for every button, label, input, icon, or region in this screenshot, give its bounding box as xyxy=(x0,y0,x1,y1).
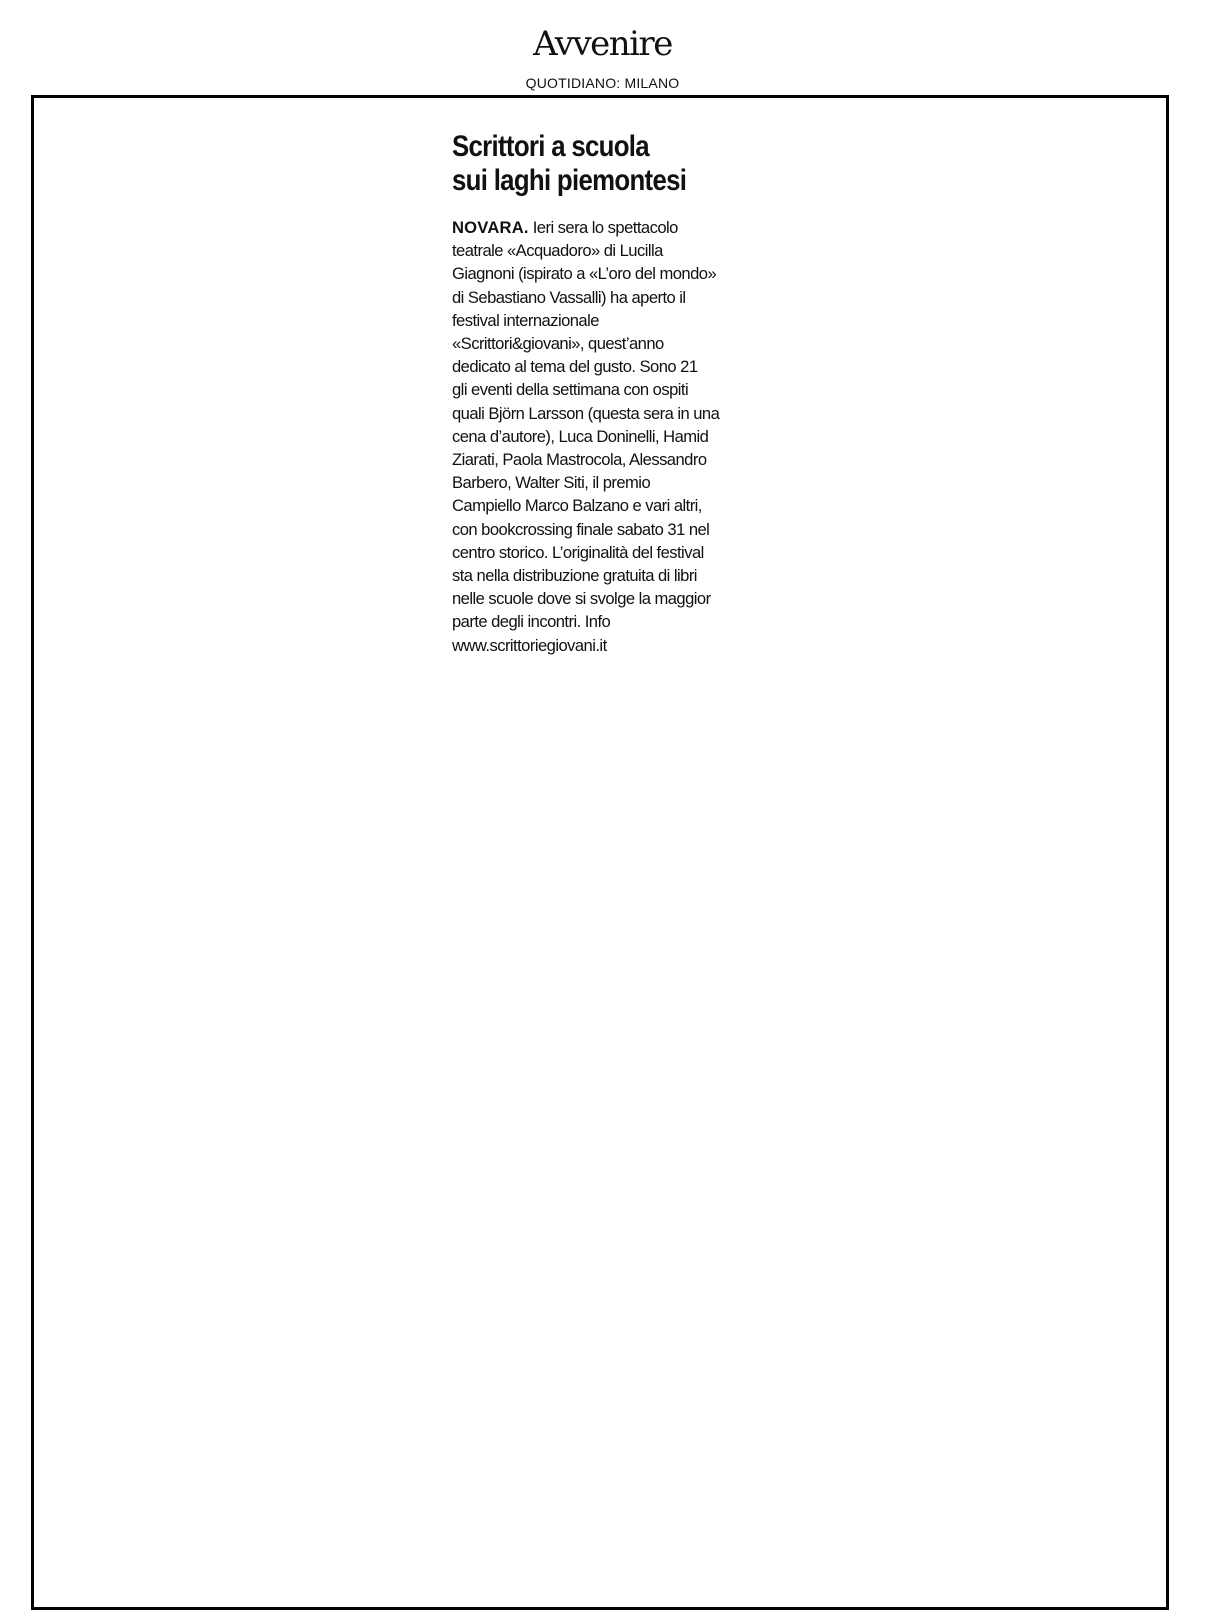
edition-label: QUOTIDIANO: MILANO xyxy=(525,75,680,91)
headline-line: Scrittori a scuola xyxy=(452,130,649,163)
body-line: centro storico. L’originalità del festival xyxy=(452,542,704,562)
body-line: teatrale «Acquadoro» di Lucilla xyxy=(452,241,663,261)
body-line: www.scrittoriegiovani.it xyxy=(452,635,607,655)
body-line: parte degli incontri. Info xyxy=(452,612,611,632)
body-line: Barbero, Walter Siti, il premio xyxy=(452,473,651,493)
body-line-text: Ieri sera lo spettacolo xyxy=(528,218,678,237)
body-line: festival internazionale xyxy=(452,310,599,330)
body-line: cena d’autore), Luca Doninelli, Hamid xyxy=(452,426,709,446)
headline-line: sui laghi piemontesi xyxy=(452,164,687,197)
body-line: gli eventi della settimana con ospiti xyxy=(452,380,689,400)
article xyxy=(452,130,762,657)
body-line: dedicato al tema del gusto. Sono 21 xyxy=(452,357,698,377)
body-line: Giagnoni (ispirato a «L’oro del mondo» xyxy=(452,264,717,284)
body-line: nelle scuole dove si svolge la maggior xyxy=(452,589,711,609)
article-body xyxy=(452,216,762,657)
body-line: «Scrittori&giovani», quest’anno xyxy=(452,334,664,354)
body-line xyxy=(452,216,762,239)
body-line: sta nella distribuzione gratuita di libri xyxy=(452,566,697,586)
body-line: di Sebastiano Vassalli) ha aperto il xyxy=(452,287,686,307)
body-line: Campiello Marco Balzano e vari altri, xyxy=(452,496,702,516)
dateline: NOVARA. xyxy=(452,218,529,237)
body-line: quali Björn Larsson (questa sera in una xyxy=(452,403,720,423)
article-headline xyxy=(452,130,762,198)
newspaper-masthead: Avvenire xyxy=(533,24,672,64)
body-line: Ziarati, Paola Mastrocola, Alessandro xyxy=(452,450,707,470)
body-line: con bookcrossing finale sabato 31 nel xyxy=(452,519,710,539)
